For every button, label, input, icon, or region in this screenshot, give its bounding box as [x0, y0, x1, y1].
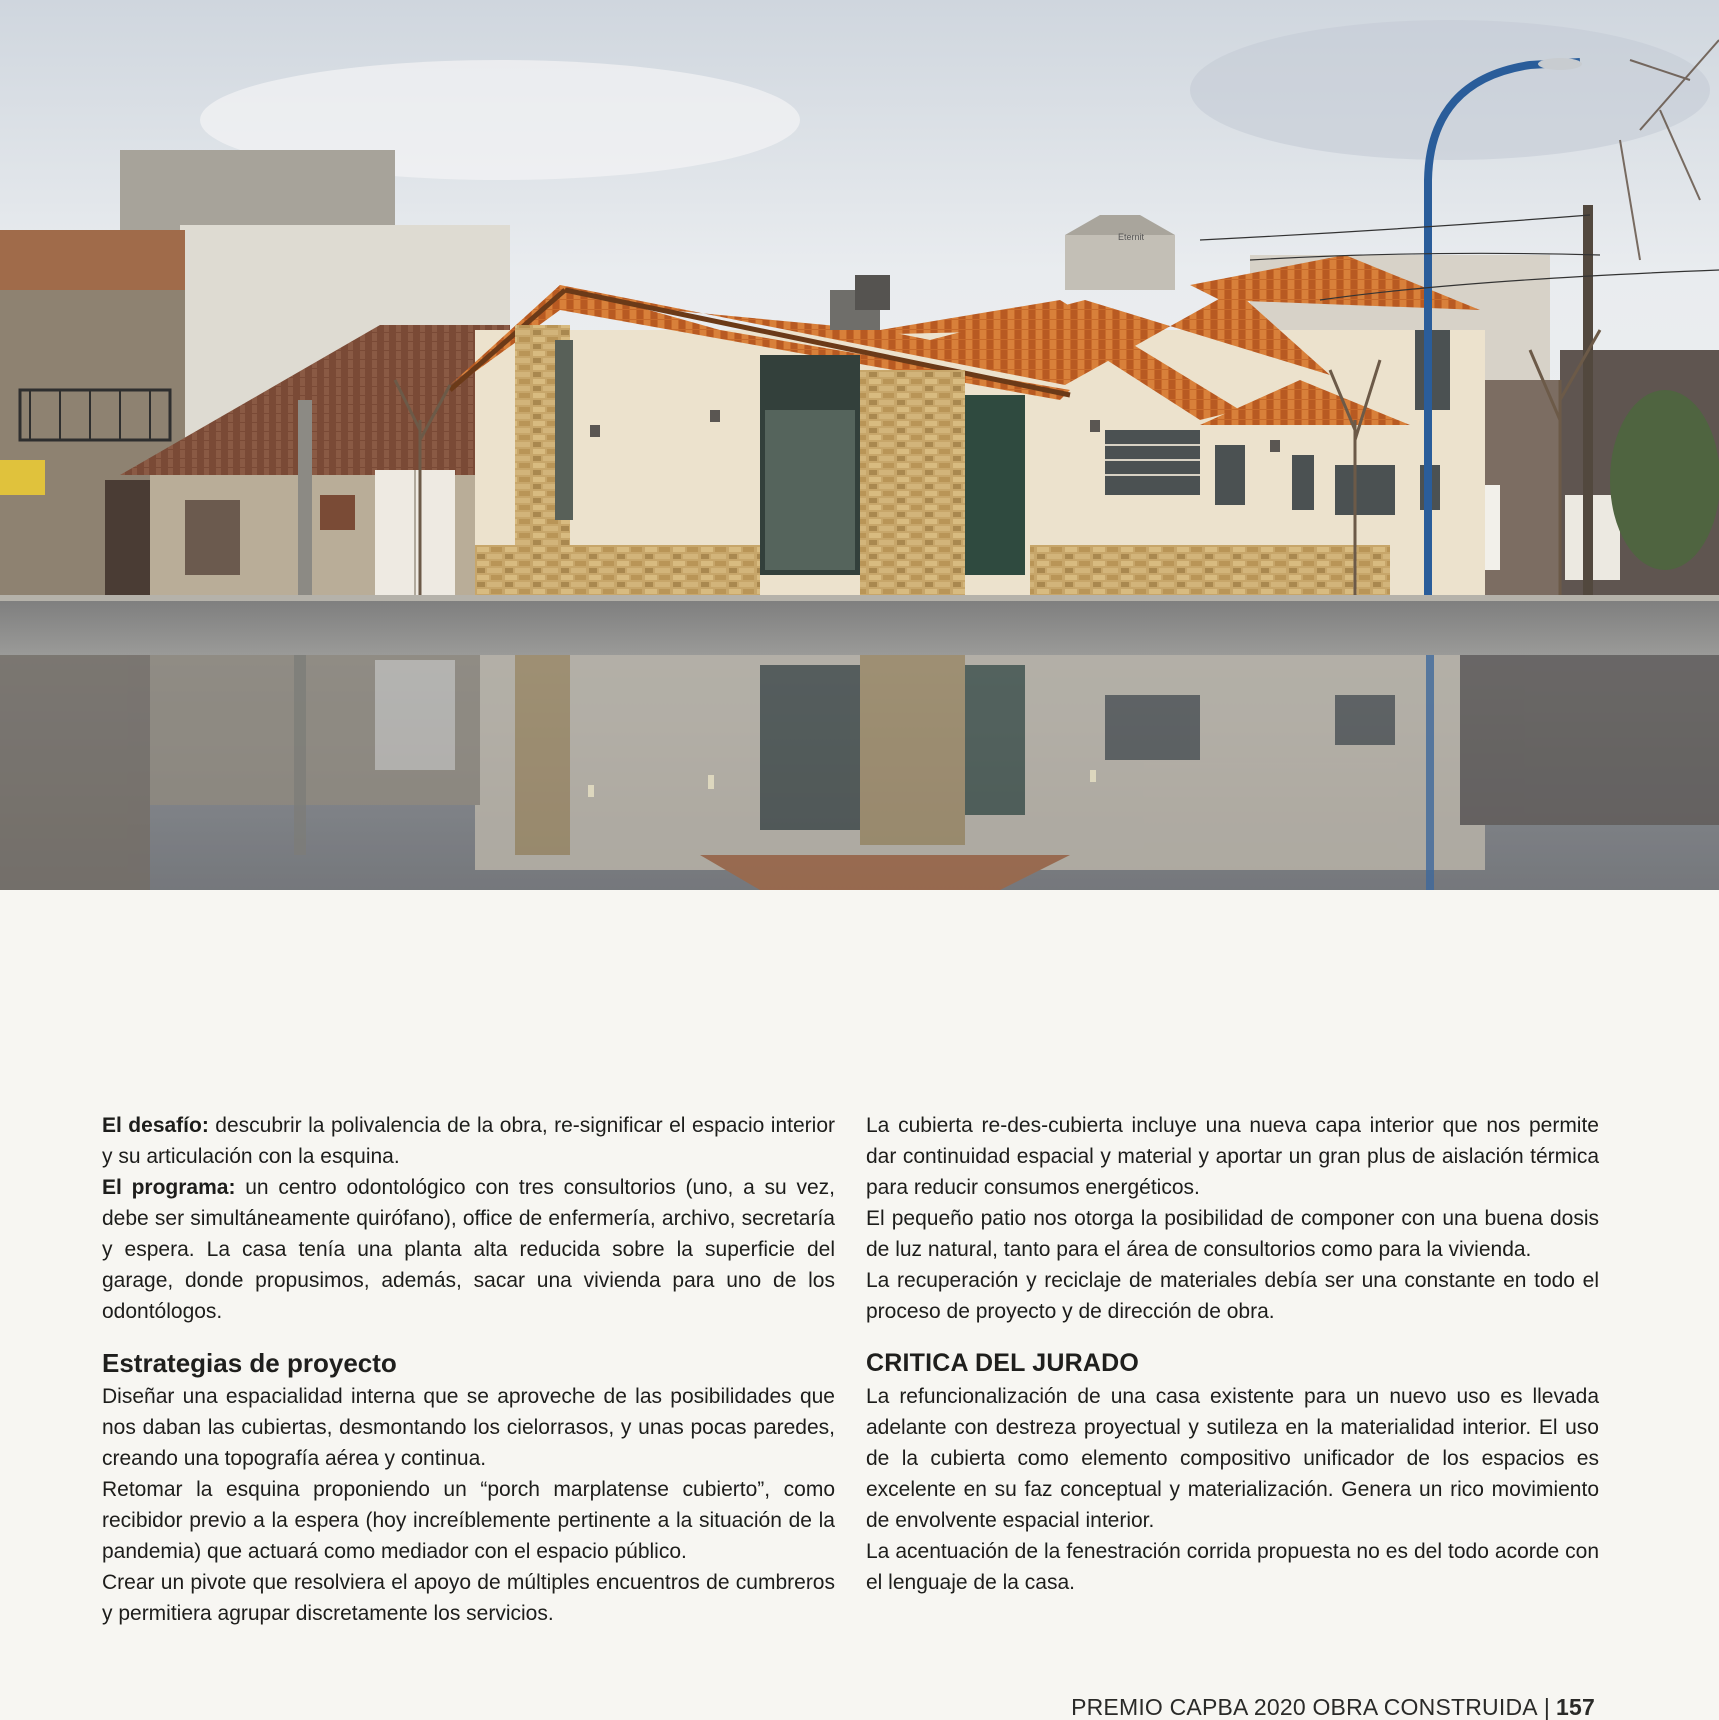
strategies-heading: Estrategias de proyecto — [102, 1348, 397, 1378]
strategies-paragraph-2: Retomar la esquina proponiendo un “porch marplatense cubierto”, como recibidor previo a la espera (hoy increíblemente pertinente a la situación de la pandemia) que actuará como mediador con el espacio público. — [102, 1478, 835, 1563]
jury-heading: CRITICA DEL JURADO — [866, 1349, 1140, 1377]
roof-paragraph: La cubierta re-des-cubierta incluye una nueva capa interior que nos permite dar continuidad espacial y material y aportar un gran plus de aislación térmica para reducir consumos energéticos. — [866, 1114, 1599, 1199]
challenge-paragraph — [102, 1110, 835, 1172]
tank-label: Eternit — [1118, 232, 1145, 242]
page-footer — [1071, 1693, 1595, 1720]
jury-paragraph-1: La refuncionalización de una casa existente para un nuevo uso es llevada adelante con destreza proyectual y sutileza en la materialidad interior. El uso de la cubierta como elemento compositivo unificador de los espacios es excelente en su faz conceptual y materialización. Genera un rico movimiento de envolvente espacial interior. — [866, 1385, 1599, 1532]
recycling-paragraph: La recuperación y reciclaje de materiales debía ser una constante en todo el proceso de proyecto y de dirección de obra. — [866, 1269, 1599, 1323]
publication-title: PREMIO CAPBA 2020 OBRA CONSTRUIDA — [1071, 1694, 1538, 1720]
program-paragraph — [102, 1172, 835, 1327]
patio-paragraph: El pequeño patio nos otorga la posibilidad de componer con una buena dosis de luz natural, tanto para el área de consultorios como para la vivienda. — [866, 1207, 1599, 1261]
challenge-label: El desafío: — [102, 1114, 209, 1137]
footer-separator: | — [1543, 1694, 1551, 1720]
page-number: 157 — [1556, 1694, 1595, 1720]
right-column — [866, 1110, 1599, 1598]
left-column — [102, 1110, 835, 1629]
strategies-paragraph-3: Crear un pivote que resolviera el apoyo de múltiples encuentros de cumbreros y permitiera agrupar discretamente los servicios. — [102, 1571, 835, 1625]
program-text: un centro odontológico con tres consultorios (uno, a su vez, debe ser simultáneamente quirófano), office de enfermería, archivo, secretaría y espera. La casa tenía una planta alta reducida sobre la superficie del garage, donde propusimos, además, sacar una vivienda para uno de los odontólogos. — [102, 1176, 835, 1323]
challenge-text: descubrir la polivalencia de la obra, re-significar el espacio interior y su articulación con la esquina. — [102, 1114, 835, 1168]
program-label: El programa: — [102, 1176, 236, 1199]
strategies-paragraph-1: Diseñar una espacialidad interna que se aproveche de las posibilidades que nos daban las cubiertas, desmontando los cielorrasos, y unas pocas paredes, creando una topografía aérea y continua. — [102, 1385, 835, 1470]
jury-paragraph-2: La acentuación de la fenestración corrida propuesta no es del todo acorde con el lenguaje de la casa. — [866, 1540, 1599, 1594]
